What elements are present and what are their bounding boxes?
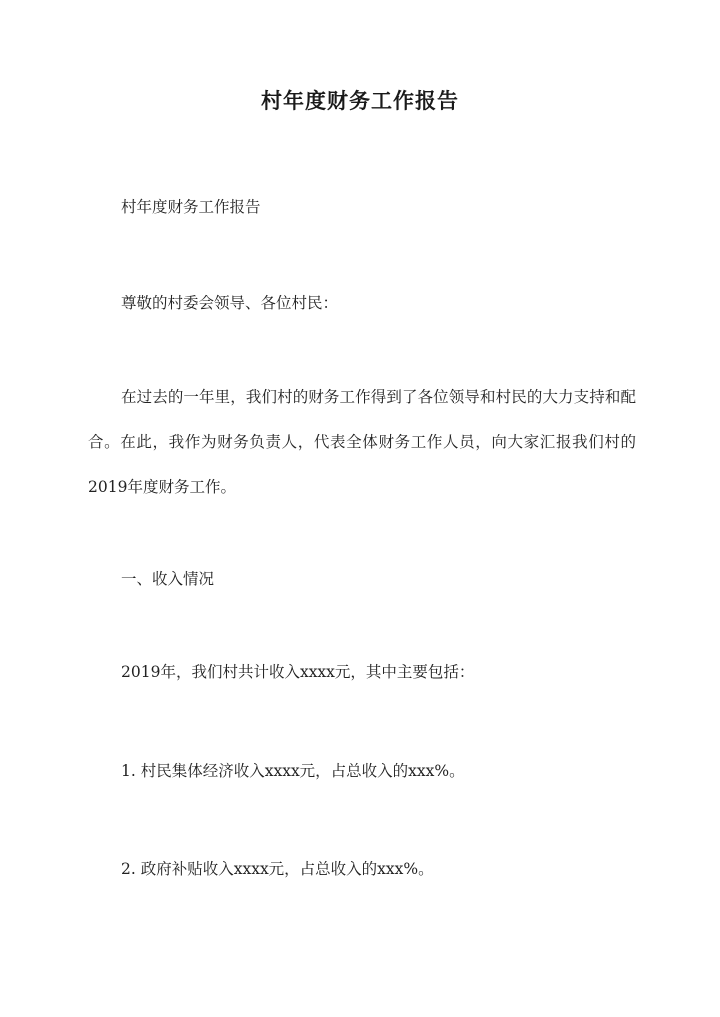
paragraph-introduction: 在过去的一年里，我们村的财务工作得到了各位领导和村民的大力支持和配合。在此，我作为财务负责人，代表全体财务工作人员，向大家汇报我们村的2019年度财务工作。 xyxy=(88,388,636,496)
section-heading-income: 一、收入情况 xyxy=(121,570,215,588)
paragraph-salutation: 尊敬的村委会领导、各位村民： xyxy=(121,294,339,312)
document-title: 村年度财务工作报告 xyxy=(261,88,459,113)
list-item-government-subsidy: 2. 政府补贴收入xxxx元，占总收入的xxx%。 xyxy=(121,860,434,878)
list-item-collective-income: 1. 村民集体经济收入xxxx元，占总收入的xxx%。 xyxy=(121,762,465,780)
paragraph-income-summary: 2019年，我们村共计收入xxxx元，其中主要包括： xyxy=(121,663,475,681)
paragraph-subtitle: 村年度财务工作报告 xyxy=(121,198,261,216)
